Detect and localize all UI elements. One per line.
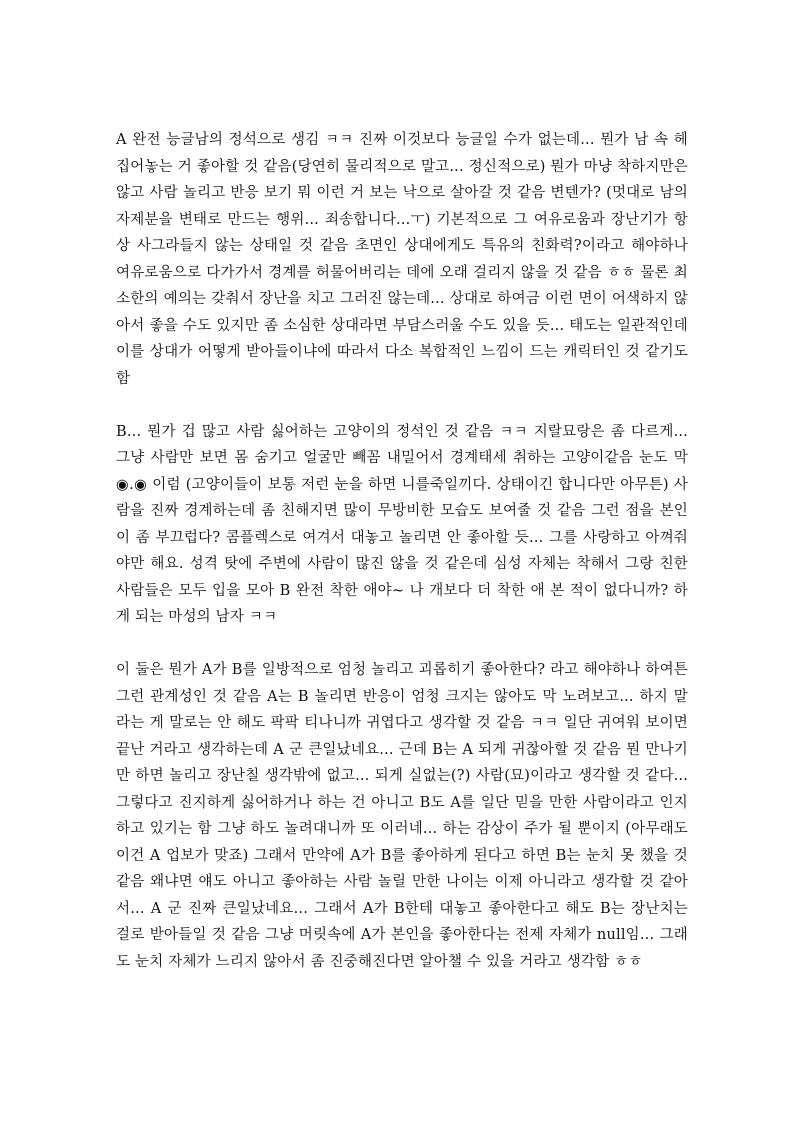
paragraph-relationship: 이 둘은 뭔가 A가 B를 일방적으로 엄청 놀리고 괴롭히기 좋아한다? 라고 해야하나 하여튼 그런 관계성인 것 같음 A는 B 놀리면 반응이 엄청 크지는 않아도 막 노려보고... 하지 말라는 게 말로는 안 해도 팍팍 티나니까 귀엽다고 생각할 것 같음 ㅋㅋ 일단 귀여워 보이면 끝난 거라고 생각하는데 A 군 큰일났네요... 근데 B는 A 되게 귀찮아할 것 같음 뭔 만나기만 하면 놀리고 장난칠 생각밖에 없고... 되게 실없는(?) 사람(묘)이라고 생각할 것 같다... 그렇다고 진지하게 싫어하거나 하는 건 아니고 B도 A를 일단 믿을 만한 사람이라고 인지하고 있기는 함 그냥 하도 놀려대니까 또 이러네... 하는 감상이 주가 될 뿐이지 (아무래도 이건 A 업보가 맞죠) 그래서 만약에 A가 B를 좋아하게 된다고 하면 B는 눈치 못 챘을 것 같음 왜냐면 얘도 아니고 좋아하는 사람 놀릴 만한 나이는 이제 아니라고 생각할 것 같아서... A 군 진짜 큰일났네요... 그래서 A가 B한테 대놓고 좋아한다고 해도 B는 장난치는 걸로 받아들일 것 같음 그냥 머릿속에 A가 본인을 좋아한다는 전제 자체가 null임... 그래도 눈치 자체가 느리지 않아서 좀 진중해진다면 알아챌 수 있을 거라고 생각함 ㅎㅎ xyxy=(116,662,688,970)
document-body xyxy=(116,127,688,1002)
paragraph-a: A 완전 능글남의 정석으로 생김 ㅋㅋ 진짜 이것보다 능글일 수가 없는데... 뭔가 남 속 헤집어놓는 거 좋아할 것 같음(당연히 물리적으로 말고... 정신적으로) 뭔가 마냥 착하지만은 않고 사람 놀리고 반응 보기 뭐 이런 거 보는 낙으로 살아갈 것 같음 변텐가? (멋대로 남의 자제분을 변태로 만드는 행위... 죄송합니다...ㅜ) 기본적으로 그 여유로움과 장난기가 항상 사그라들지 않는 상태일 것 같음 초면인 상대에게도 특유의 친화력?이라고 해야하나 여유로움으로 다가가서 경계를 허물어버리는 데에 오래 걸리지 않을 것 같음 ㅎㅎ 물론 최소한의 예의는 갖춰서 장난을 치고 그러진 않는데... 상대로 하여금 이런 면이 어색하지 않아서 좋을 수도 있지만 좀 소심한 상대라면 부담스러울 수도 있을 듯... 태도는 일관적인데 이를 상대가 어떻게 받아들이냐에 따라서 다소 복합적인 느낌이 드는 캐릭터인 것 같기도 함 xyxy=(116,132,688,387)
paragraph-b: B... 뭔가 겁 많고 사람 싫어하는 고양이의 정석인 것 같음 ㅋㅋ 지랄묘랑은 좀 다르게... 그냥 사람만 보면 몸 숨기고 얼굴만 빼꼼 내밀어서 경계태세 취하는 고양이같음 눈도 막 ◉.◉ 이럼 (고양이들이 보통 저런 눈을 하면 니를죽일끼다. 상태이긴 합니다만 아무튼) 사람을 진짜 경계하는데 좀 친해지면 많이 무방비한 모습도 보여줄 것 같음 그런 점을 본인이 좀 부끄럽다? 콤플렉스로 여겨서 대놓고 놀리면 안 좋아할 듯... 그를 사랑하고 아껴줘야만 해요. 성격 탓에 주변에 사람이 많진 않을 것 같은데 심성 자체는 착해서 그랑 친한 사람들은 모두 입을 모아 B 완전 착한 애야~ 나 개보다 더 착한 애 본 적이 없다니까? 하게 되는 마성의 남자 ㅋㅋ xyxy=(116,423,688,625)
